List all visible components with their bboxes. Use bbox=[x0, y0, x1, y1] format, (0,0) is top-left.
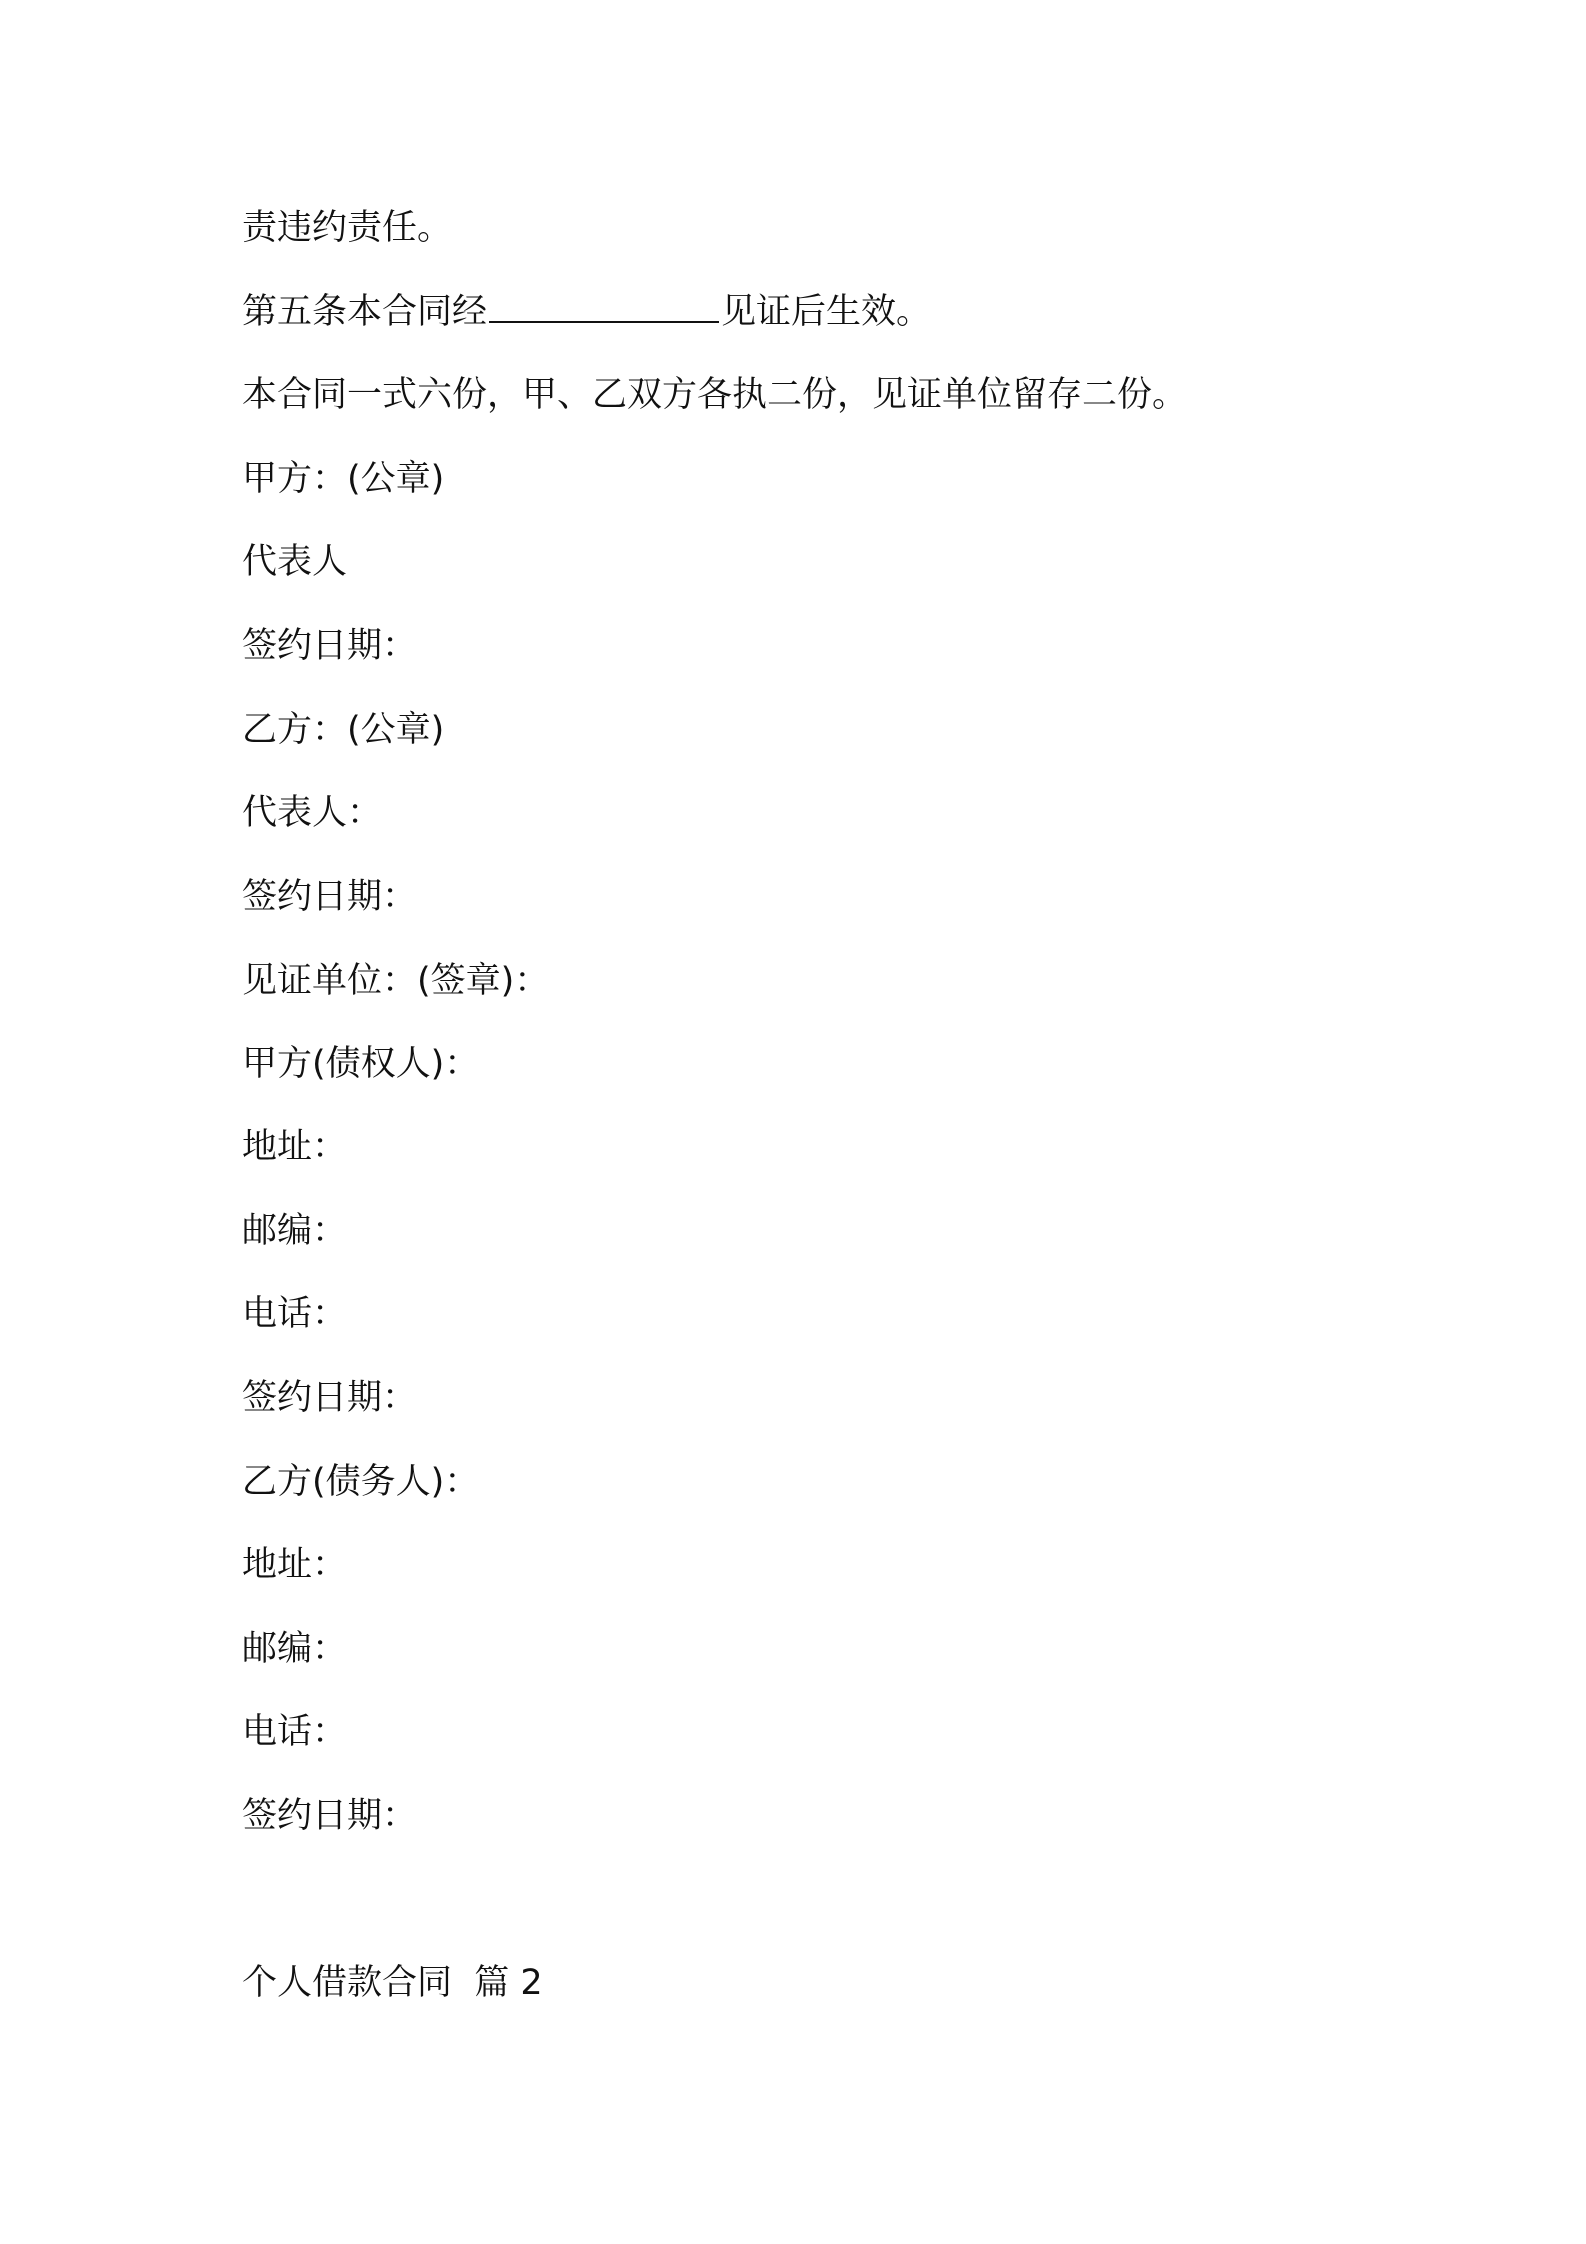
text-line: 本合同一式六份，甲、乙双方各执二份，见证单位留存二份。 bbox=[242, 375, 1188, 415]
party-b-signing-date-line: 签约日期： bbox=[242, 877, 418, 917]
witness-unit-line: 见证单位：(签章)： bbox=[242, 961, 550, 1001]
creditor-line: 甲方(债权人)： bbox=[242, 1044, 480, 1084]
debtor-postcode-line: 邮编： bbox=[242, 1629, 348, 1669]
section-title: 个人借款合同 篇 2 bbox=[242, 1963, 543, 2003]
article-5-prefix: 第五条本合同经 bbox=[242, 292, 488, 332]
article-5-suffix: 见证后生效。 bbox=[721, 292, 932, 332]
creditor-signing-date-line: 签约日期： bbox=[242, 1378, 418, 1418]
text-line: 责违约责任。 bbox=[242, 208, 453, 248]
party-b-seal-line: 乙方：(公章) bbox=[242, 710, 445, 750]
debtor-line: 乙方(债务人)： bbox=[242, 1462, 480, 1502]
party-a-representative-line: 代表人 bbox=[242, 542, 348, 582]
party-b-representative-line: 代表人： bbox=[242, 793, 383, 833]
party-a-signing-date-line: 签约日期： bbox=[242, 626, 418, 666]
debtor-signing-date-line: 签约日期： bbox=[242, 1796, 418, 1836]
witness-blank bbox=[489, 291, 719, 323]
party-a-seal-line: 甲方：(公章) bbox=[242, 459, 445, 499]
creditor-postcode-line: 邮编： bbox=[242, 1211, 348, 1251]
debtor-phone-line: 电话： bbox=[242, 1712, 348, 1752]
creditor-address-line: 地址： bbox=[242, 1127, 348, 1167]
article-5-line bbox=[242, 287, 931, 337]
debtor-address-line: 地址： bbox=[242, 1545, 348, 1585]
creditor-phone-line: 电话： bbox=[242, 1294, 348, 1334]
